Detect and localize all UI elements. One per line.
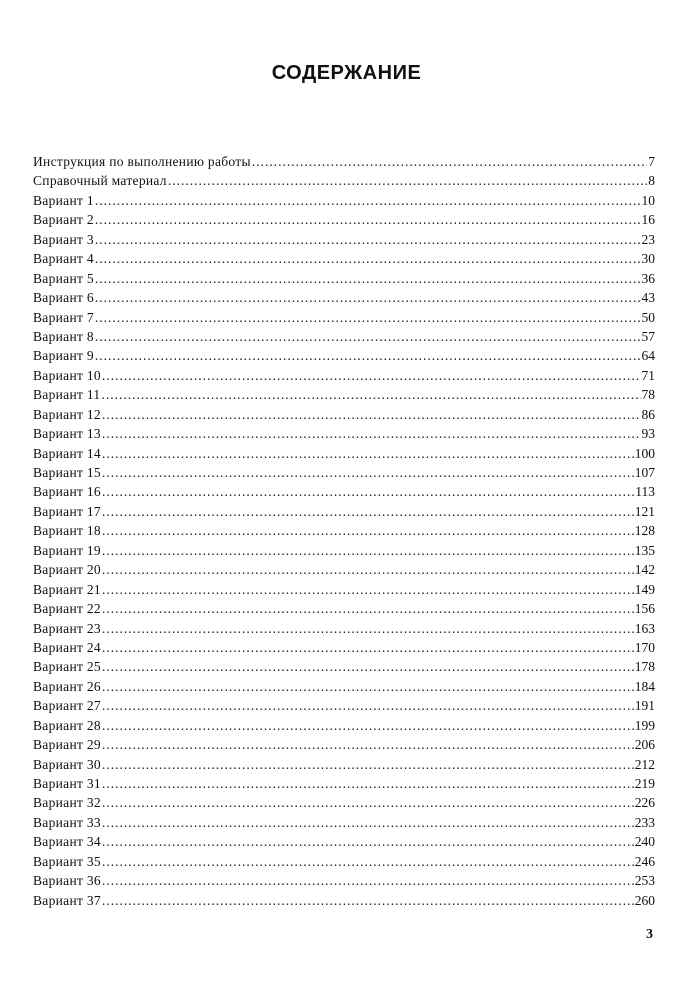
toc-entry-label: Вариант 21 (33, 581, 101, 597)
toc-dot-leader (102, 832, 634, 851)
toc-dot-leader (102, 793, 634, 812)
toc-entry-label: Вариант 11 (33, 387, 101, 403)
toc-entry (33, 444, 655, 463)
toc-entry-label: Вариант 22 (33, 601, 101, 617)
toc-entry-label: Вариант 19 (33, 542, 101, 558)
toc-entry (33, 541, 655, 560)
toc-entry-page: 36 (641, 270, 655, 286)
toc-entry (33, 152, 655, 171)
toc-entry (33, 716, 655, 735)
toc-entry (33, 521, 655, 540)
toc-dot-leader (95, 230, 641, 249)
toc-entry (33, 560, 655, 579)
toc-entry-page: 178 (634, 659, 655, 675)
toc-entry-label: Вариант 6 (33, 290, 94, 306)
toc-dot-leader (102, 580, 634, 599)
toc-entry-label: Вариант 13 (33, 426, 101, 442)
toc-entry (33, 288, 655, 307)
toc-entry-label: Вариант 34 (33, 834, 101, 850)
toc-entry (33, 696, 655, 715)
toc-entry (33, 405, 655, 424)
toc-dot-leader (95, 346, 641, 365)
page-title: СОДЕРЖАНИЕ (271, 62, 422, 84)
toc-entry-page: 135 (634, 542, 655, 558)
toc-entry (33, 638, 655, 657)
toc-entry-label: Вариант 7 (33, 309, 94, 325)
toc-entry-label: Вариант 14 (33, 445, 101, 461)
toc-dot-leader (168, 171, 647, 190)
toc-entry (33, 424, 655, 443)
toc-entry-page: 86 (641, 406, 655, 422)
toc-entry-label: Вариант 8 (33, 328, 94, 344)
toc-entry-page: 43 (641, 290, 655, 306)
toc-entry-label: Вариант 32 (33, 795, 101, 811)
toc-entry-label: Вариант 29 (33, 737, 101, 753)
toc-dot-leader (102, 755, 634, 774)
toc-entry (33, 230, 655, 249)
toc-entry (33, 249, 655, 268)
page-number: 3 (646, 927, 653, 942)
toc-entry (33, 385, 655, 404)
toc-entry-label: Вариант 9 (33, 348, 94, 364)
toc-entry-page: 16 (641, 212, 655, 228)
toc-dot-leader (102, 619, 634, 638)
toc-dot-leader (102, 541, 634, 560)
toc-dot-leader (95, 288, 641, 307)
toc-dot-leader (102, 424, 641, 443)
toc-dot-leader (102, 774, 634, 793)
toc-entry-page: 149 (634, 581, 655, 597)
toc-entry-page: 7 (648, 154, 655, 169)
toc-entry-page: 260 (634, 892, 655, 908)
toc-entry-label: Вариант 33 (33, 814, 101, 830)
toc-entry (33, 463, 655, 482)
toc-entry-page: 206 (634, 737, 655, 753)
toc-entry-page: 23 (641, 231, 655, 247)
toc-entry-label: Инструкция по выполнению работы (33, 154, 251, 169)
toc-dot-leader (102, 463, 634, 482)
toc-dot-leader (252, 152, 647, 171)
toc-entry-label: Вариант 23 (33, 620, 101, 636)
toc-entry (33, 735, 655, 754)
toc-entry (33, 308, 655, 327)
toc-dot-leader (95, 191, 641, 210)
toc-entry-page: 121 (634, 503, 655, 519)
toc-dot-leader (102, 696, 634, 715)
toc-entry (33, 852, 655, 871)
toc-dot-leader (102, 560, 634, 579)
toc-dot-leader (101, 385, 640, 404)
toc-entry (33, 580, 655, 599)
toc-entry-page: 107 (634, 465, 655, 480)
toc-entry-label: Вариант 20 (33, 562, 101, 578)
toc-dot-leader (95, 327, 641, 346)
toc-dot-leader (102, 891, 634, 910)
toc-entry-page: 199 (634, 717, 655, 733)
toc-entry-label: Вариант 31 (33, 776, 101, 791)
toc-entry (33, 891, 655, 910)
toc-entry (33, 599, 655, 618)
toc-dot-leader (102, 852, 634, 871)
toc-entry (33, 832, 655, 851)
toc-entry (33, 327, 655, 346)
toc-dot-leader (102, 405, 641, 424)
toc-entry (33, 269, 655, 288)
toc-entry-page: 219 (634, 776, 655, 791)
toc-entry-label: Вариант 1 (33, 192, 94, 208)
toc-entry-label: Вариант 18 (33, 523, 101, 539)
toc-entry (33, 171, 655, 190)
toc-entry-page: 184 (634, 678, 655, 694)
toc-entry-page: 64 (641, 348, 655, 364)
toc-dot-leader (95, 249, 641, 268)
toc-entry (33, 813, 655, 832)
toc-entry-page: 8 (648, 173, 655, 189)
toc-entry-page: 226 (634, 795, 655, 811)
toc-entry-page: 50 (641, 309, 655, 325)
toc-entry (33, 366, 655, 385)
toc-entry-label: Вариант 5 (33, 270, 94, 286)
toc-entry-page: 113 (635, 484, 655, 500)
toc-dot-leader (102, 813, 634, 832)
toc-entry-page: 191 (634, 698, 655, 714)
toc-entry (33, 210, 655, 229)
toc-entry (33, 871, 655, 890)
toc-entry-page: 93 (641, 426, 655, 442)
toc-dot-leader (102, 677, 634, 696)
toc-entry-page: 170 (634, 639, 655, 655)
toc-dot-leader (102, 521, 634, 540)
toc-entry (33, 755, 655, 774)
toc-entry-label: Вариант 12 (33, 406, 101, 422)
table-of-contents (33, 152, 655, 910)
toc-entry-page: 30 (641, 251, 655, 267)
toc-dot-leader (102, 657, 634, 676)
toc-entry-page: 246 (634, 853, 655, 869)
toc-entry-label: Справочный материал (33, 173, 167, 189)
toc-entry-label: Вариант 10 (33, 367, 101, 383)
toc-entry-label: Вариант 26 (33, 678, 101, 694)
toc-entry-label: Вариант 17 (33, 503, 101, 519)
toc-entry-page: 78 (641, 387, 655, 403)
toc-entry-label: Вариант 4 (33, 251, 94, 267)
toc-entry-page: 240 (634, 834, 655, 850)
toc-entry-label: Вариант 25 (33, 659, 101, 675)
toc-entry (33, 677, 655, 696)
toc-entry (33, 191, 655, 210)
toc-dot-leader (102, 502, 634, 521)
toc-entry-page: 100 (634, 445, 655, 461)
toc-entry-page: 212 (634, 756, 655, 772)
toc-entry-label: Вариант 2 (33, 212, 94, 228)
toc-dot-leader (102, 366, 641, 385)
toc-entry (33, 502, 655, 521)
toc-dot-leader (102, 444, 634, 463)
toc-entry-page: 57 (641, 328, 655, 344)
toc-dot-leader (102, 871, 634, 890)
toc-entry-label: Вариант 37 (33, 892, 101, 908)
toc-entry-page: 233 (634, 814, 655, 830)
toc-dot-leader (95, 269, 641, 288)
toc-entry-label: Вариант 16 (33, 484, 101, 500)
toc-dot-leader (102, 599, 634, 618)
toc-entry-label: Вариант 15 (33, 465, 101, 480)
toc-dot-leader (95, 308, 641, 327)
toc-entry-label: Вариант 27 (33, 698, 101, 714)
toc-entry-label: Вариант 36 (33, 873, 101, 889)
toc-dot-leader (102, 482, 634, 501)
toc-entry (33, 346, 655, 365)
toc-entry-page: 163 (634, 620, 655, 636)
toc-entry-label: Вариант 28 (33, 717, 101, 733)
toc-entry-page: 128 (634, 523, 655, 539)
toc-entry-label: Вариант 24 (33, 639, 101, 655)
toc-dot-leader (102, 735, 634, 754)
toc-entry-page: 142 (634, 562, 655, 578)
toc-entry-label: Вариант 3 (33, 231, 94, 247)
toc-dot-leader (95, 210, 641, 229)
toc-entry (33, 793, 655, 812)
toc-dot-leader (102, 638, 634, 657)
toc-entry-page: 156 (634, 601, 655, 617)
toc-entry-page: 71 (641, 367, 655, 383)
toc-entry-label: Вариант 35 (33, 853, 101, 869)
toc-entry (33, 774, 655, 793)
toc-entry (33, 657, 655, 676)
toc-dot-leader (102, 716, 634, 735)
toc-entry-page: 10 (641, 192, 655, 208)
toc-entry (33, 619, 655, 638)
toc-entry (33, 482, 655, 501)
toc-entry-page: 253 (634, 873, 655, 889)
toc-entry-label: Вариант 30 (33, 756, 101, 772)
